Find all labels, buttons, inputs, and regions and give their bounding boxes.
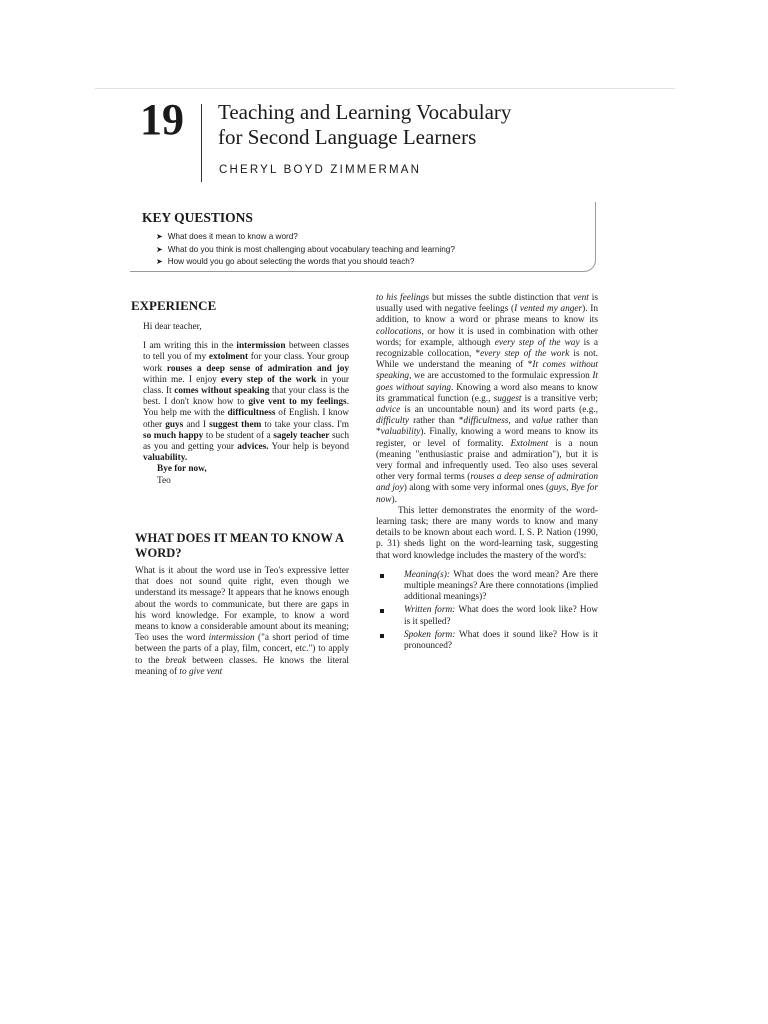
page-top-edge bbox=[95, 88, 675, 89]
text-run: is a noun (meaning "enthusiastic praise and admiration"), but it is very formal and infrequently used. Teo also uses several other very formal terms ( bbox=[376, 438, 598, 483]
text-run: I vented my anger bbox=[514, 304, 583, 315]
chapter-number: 19 bbox=[140, 95, 184, 144]
text-run: rather than * bbox=[376, 416, 598, 438]
text-run: to take your class. I'm bbox=[261, 419, 350, 430]
text-run: collocations bbox=[376, 326, 422, 337]
text-run: Your help is beyond bbox=[268, 442, 349, 453]
text-run: advice bbox=[376, 405, 401, 416]
text-run: suggest them bbox=[209, 419, 262, 430]
text-run: It comes without speaking bbox=[376, 360, 598, 382]
text-run: and I bbox=[183, 419, 210, 430]
key-questions-title: KEY QUESTIONS bbox=[142, 210, 253, 225]
text-run: between classes. He knows the literal meaning of bbox=[135, 655, 349, 677]
text-run: is a transitive verb; bbox=[521, 393, 599, 404]
text-run: , and bbox=[508, 416, 533, 427]
text-run: ). Finally, knowing a word means to know its register, or level of formality. bbox=[376, 427, 598, 449]
letter-signoff: Bye for now, bbox=[157, 464, 207, 475]
word-knowledge-list bbox=[376, 570, 598, 652]
right-paragraph-2: This letter demonstrates the enormity of the word-learning task; there are many words to know and many details to be known about each word. I. S. P. Nation (1990, p. 31) sheds light on the word-learning task, suggesting that word knowledge includes the mastery of the word's: bbox=[376, 505, 598, 561]
section-paragraph bbox=[135, 566, 349, 678]
text-run: It goes without saying bbox=[376, 371, 598, 393]
arrow-right-icon: ➤ bbox=[156, 244, 163, 254]
text-run: valuability. bbox=[143, 453, 188, 464]
text-run: ). bbox=[391, 494, 397, 505]
text-run: valuability bbox=[380, 427, 421, 438]
text-run: but misses the subtle distinction that bbox=[428, 293, 574, 303]
text-run: for your class. Your group work bbox=[143, 352, 349, 374]
text-run: such as you and getting your bbox=[143, 430, 349, 453]
text-run: extolment bbox=[208, 352, 249, 363]
text-run: sagely teacher bbox=[273, 430, 330, 441]
text-run: . You help me with the bbox=[143, 397, 350, 419]
text-run: that your class is the best. I don't know how to bbox=[143, 386, 349, 408]
left-column-body bbox=[135, 566, 349, 678]
text-run: What is it about the word use in Teo's expressive letter that does not sound quite right, even though we understand its message? It appears that he knows enough about the words to communicate, but there are gaps in his word knowledge. For example, to know a word means to know a considerable amount about its meaning; Teo uses the word bbox=[135, 566, 349, 644]
bullet-square-icon bbox=[380, 574, 384, 578]
section-heading-know-a-word: WHAT DOES IT MEAN TO KNOW A WORD? bbox=[135, 531, 344, 560]
list-item: Written form: What does the word look like? How is it spelled? bbox=[376, 605, 598, 627]
text-run: rouses a deep sense of admiration and joy bbox=[376, 472, 598, 494]
text-run: difficulty bbox=[376, 416, 410, 427]
text-run: comes without speaking bbox=[174, 386, 270, 397]
text-run: , we are accustomed to the formulaic expression bbox=[409, 371, 593, 382]
text-run: every step of the way bbox=[494, 337, 580, 348]
text-run: advices. bbox=[237, 442, 269, 453]
chapter-title bbox=[218, 100, 638, 150]
text-run: is not. While we understand the meaning of * bbox=[376, 349, 598, 371]
letter-body bbox=[143, 341, 349, 464]
bullet-square-icon bbox=[380, 634, 384, 638]
text-run: difficultness bbox=[227, 408, 276, 419]
text-run: break bbox=[165, 655, 187, 666]
text-run: give vent to my feelings bbox=[248, 397, 347, 408]
text-run: so much happy bbox=[143, 430, 204, 441]
text-run: is usually used with negative feelings ( bbox=[376, 293, 599, 315]
chapter-title-line-1: Teaching and Learning Vocabulary bbox=[218, 100, 512, 124]
key-questions-list bbox=[156, 231, 455, 269]
text-run: difficultness bbox=[463, 416, 509, 427]
text-run: every step of the work bbox=[221, 374, 317, 385]
text-run: Extolment bbox=[510, 438, 549, 449]
text-run: to be student of a bbox=[203, 430, 274, 441]
text-run: is an uncountable noun) and its word parts (e.g., bbox=[400, 405, 598, 416]
text-run: to give vent bbox=[179, 666, 223, 677]
chapter-title-line-2: for Second Language Learners bbox=[218, 125, 477, 149]
text-run: , or how it is used in combination with other words; for example, although bbox=[376, 326, 598, 348]
experience-heading: EXPERIENCE bbox=[131, 298, 217, 313]
letter-signature: Teo bbox=[157, 475, 171, 486]
text-run: in your class. It bbox=[143, 374, 350, 397]
list-item: Meaning(s): What does the word mean? Are there multiple meanings? Are there connotations (implied additional meanings)? bbox=[376, 570, 598, 604]
text-run: guys bbox=[165, 419, 184, 430]
text-run: is a recognizable collocation, * bbox=[376, 337, 599, 360]
text-run: of English. I know other bbox=[143, 408, 349, 430]
chapter-divider bbox=[201, 104, 202, 182]
text-run: between classes to tell you of my bbox=[143, 341, 349, 363]
chapter-author: CHERYL BOYD ZIMMERMAN bbox=[219, 164, 422, 176]
text-run: to his feelings bbox=[376, 293, 429, 303]
text-run: value bbox=[532, 416, 553, 427]
letter-greeting: Hi dear teacher, bbox=[143, 322, 202, 332]
arrow-right-icon: ➤ bbox=[156, 232, 163, 241]
experience-letter bbox=[143, 322, 349, 487]
list-item: Spoken form: What does it sound like? How is it pronounced? bbox=[376, 630, 598, 652]
text-run: . Knowing a word also means to know its grammatical function (e.g., bbox=[376, 382, 598, 404]
key-question-item: ➤ How would you go about selecting the words that you should teach? bbox=[156, 257, 415, 266]
text-run: I am writing this in the bbox=[143, 341, 237, 352]
right-column-body bbox=[376, 293, 598, 654]
text-run: vent bbox=[573, 293, 589, 303]
text-run: guys, Bye for now bbox=[376, 483, 599, 505]
right-paragraph-1 bbox=[376, 293, 598, 506]
bullet-square-icon bbox=[380, 609, 384, 613]
text-run: intermission bbox=[236, 341, 286, 352]
arrow-right-icon: ➤ bbox=[156, 257, 163, 266]
text-run: rather than * bbox=[409, 416, 464, 427]
key-question-item: ➤ What does it mean to know a word? bbox=[156, 232, 298, 241]
text-run: within me. I enjoy bbox=[143, 374, 222, 385]
text-run: suggest bbox=[493, 393, 522, 404]
text-run: ) along with some very informal ones ( bbox=[403, 483, 550, 494]
text-run: every step of the work bbox=[480, 349, 570, 360]
text-run: ("a short period of time between the parts of a play, film, concert, etc.") to apply to the bbox=[135, 633, 349, 666]
text-run: ). In addition, to know a word or phrase means to know its bbox=[376, 304, 599, 326]
text-run: rouses a deep sense of admiration and joy bbox=[166, 363, 350, 374]
key-question-item: ➤ What do you think is most challenging about vocabulary teaching and learning? bbox=[156, 244, 455, 254]
text-run: intermission bbox=[208, 633, 255, 644]
